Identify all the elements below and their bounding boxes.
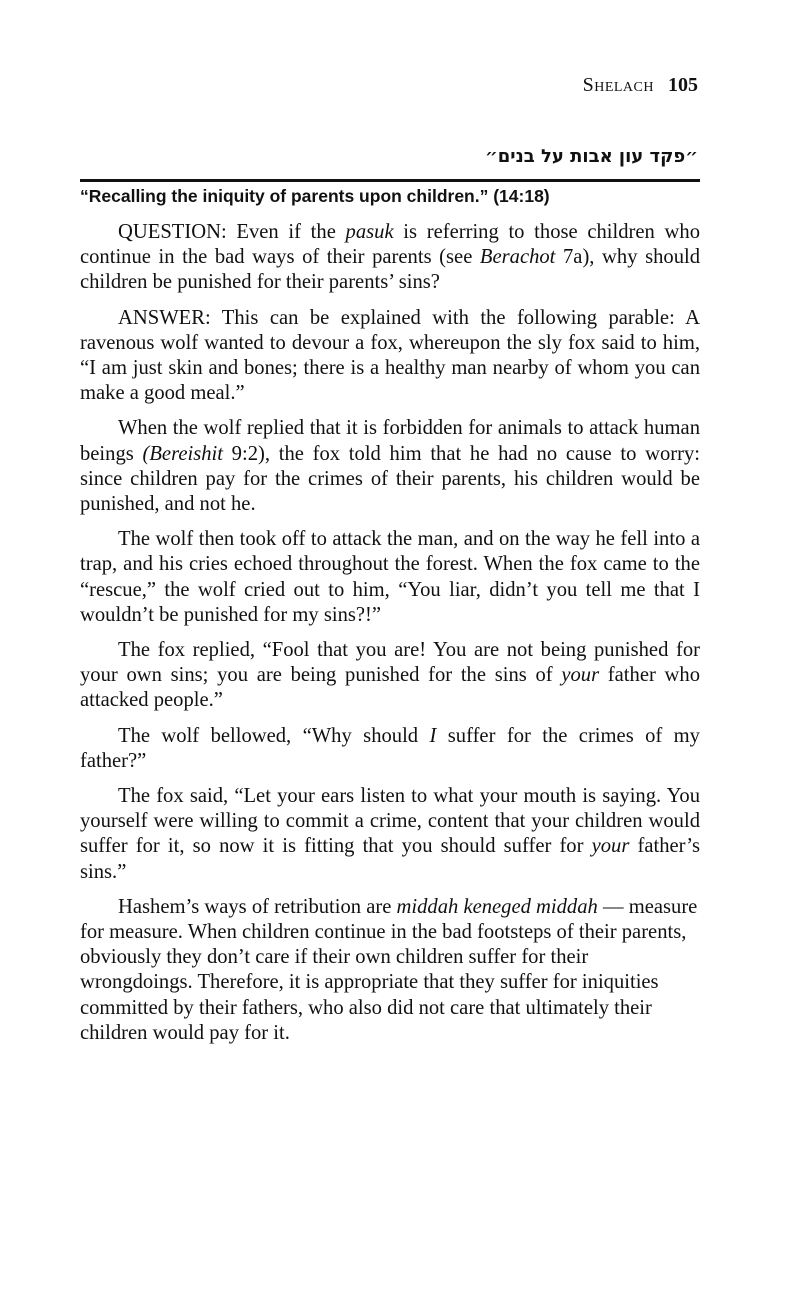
running-header	[583, 74, 698, 97]
paragraph-conclusion: Hashem’s ways of retribution are middah keneged middah — measure for measure. When children continue in the bad footsteps of their parents, obviously they don’t care if their own children suffer for their wrongdoings. Therefore, it is appropriate that they suffer for iniquities committed by their fathers, who also did not care that ultimately their children would pay for it.	[80, 895, 698, 1044]
heading-rule	[80, 179, 700, 182]
paragraph-answer: ANSWER: This can be explained with the following parable: A ravenous wolf wanted to devour a fox, whereupon the sly fox said to him, “I am just skin and bones; there is a healthy man nearby of whom you can make a good meal.”	[80, 306, 700, 405]
paragraph-wolf-reply: When the wolf replied that it is forbidden for animals to attack human beings (Bereishit 9:2), the fox told him that he had no cause to worry: since children pay for the crimes of their parents, his children would be punished, and not he.	[80, 417, 700, 516]
paragraph-trap: The wolf then took off to attack the man, and on the way he fell into a trap, and his cries echoed throughout the forest. When the fox came to the “rescue,” the wolf cried out to him, “You liar, didn’t you tell me that I wouldn’t be punished for my sins?!”	[80, 528, 700, 626]
body-text	[80, 220, 700, 1056]
paragraph-wolf-bellow: The wolf bellowed, “Why should I suffer for the crimes of my father?”	[80, 724, 700, 772]
paragraph-question: QUESTION: Even if the pasuk is referring to those children who continue in the bad ways of their parents (see Berachot 7a), why should children be punished for their parents’ sins?	[80, 221, 701, 294]
paragraph-fox-reply: The fox replied, “Fool that you are! You are not being punished for your own sins; you are being punished for the sins of your father who attacked people.”	[80, 639, 700, 712]
section-title: Shelach	[582, 74, 654, 96]
page-number: 105	[668, 74, 698, 96]
english-verse-heading: “Recalling the iniquity of parents upon children.” (14:18)	[80, 186, 550, 206]
hebrew-verse-heading: ״פקד עון אבות על בנים״	[484, 146, 698, 167]
paragraph-fox-said: The fox said, “Let your ears listen to what your mouth is saying. You yourself were willing to commit a crime, content that your children would suffer for it, so now it is fitting that you should suffer for your father’s sins.”	[80, 785, 701, 883]
